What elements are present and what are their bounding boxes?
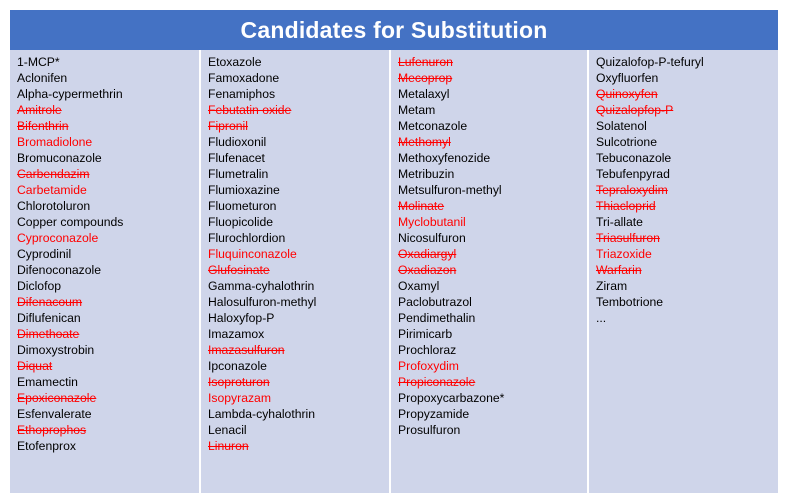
substance-item: Propyzamide (398, 407, 470, 421)
substance-item: Pirimicarb (398, 327, 453, 341)
substance-item: Nicosulfuron (398, 231, 466, 245)
substance-item: Metsulfuron-methyl (398, 183, 502, 197)
substance-item: Imazasulfuron (208, 343, 285, 357)
substitution-table (10, 10, 778, 493)
column-1 (10, 50, 199, 493)
substance-item: Haloxyfop-P (208, 311, 275, 325)
substance-item: Lufenuron (398, 55, 453, 69)
substance-item: Cyproconazole (17, 231, 99, 245)
substance-item: Ziram (596, 279, 628, 293)
substance-item: Molinate (398, 199, 445, 213)
table-body (10, 50, 778, 493)
substance-item: Flumioxazine (208, 183, 280, 197)
page-title: Candidates for Substitution (240, 16, 548, 43)
column-4 (587, 50, 778, 493)
column-3 (389, 50, 587, 493)
substance-item: Difenoconazole (17, 263, 102, 277)
substance-item: Bromadiolone (17, 135, 93, 149)
substance-item: Oxamyl (398, 279, 440, 293)
substance-item: Paclobutrazol (398, 295, 472, 309)
substance-item: Fluopicolide (208, 215, 274, 229)
substance-item: Mecoprop (398, 71, 453, 85)
substance-item: Dimoxystrobin (17, 343, 95, 357)
substance-item: Solatenol (596, 119, 647, 133)
substance-item: Metam (398, 103, 436, 117)
substance-item: Metconazole (398, 119, 468, 133)
substance-item: Flufenacet (208, 151, 265, 165)
substance-item: Pendimethalin (398, 311, 476, 325)
substance-item: Difenacoum (17, 295, 83, 309)
substance-item: Fipronil (208, 119, 248, 133)
substance-item: Quizalopfop-P (596, 103, 674, 117)
substance-item: Dimethoate (17, 327, 80, 341)
substance-item: Myclobutanil (398, 215, 466, 229)
substance-item: Gamma-cyhalothrin (208, 279, 315, 293)
substance-item: Methoxyfenozide (398, 151, 491, 165)
substance-item: Metribuzin (398, 167, 455, 181)
substance-item: Flumetralin (208, 167, 269, 181)
column-2 (199, 50, 389, 493)
substance-item: Amitrole (17, 103, 62, 117)
substance-item: Flurochlordion (208, 231, 286, 245)
substance-item: Triazoxide (596, 247, 652, 261)
substance-item: Esfenvalerate (17, 407, 92, 421)
substance-item: ... (596, 311, 607, 325)
substance-item: Epoxiconazole (17, 391, 97, 405)
substance-item: 1-MCP* (17, 55, 60, 69)
substance-item: Quinoxyfen (596, 87, 658, 101)
substance-item: Lenacil (208, 423, 247, 437)
substance-item: Tri-allate (596, 215, 643, 229)
substance-item: Ethoprophos (17, 423, 87, 437)
substance-item: Oxyfluorfen (596, 71, 659, 85)
substance-item: Alpha-cypermethrin (17, 87, 123, 101)
substance-item: Metalaxyl (398, 87, 450, 101)
substance-item: Tebuconazole (596, 151, 672, 165)
substance-item: Diclofop (17, 279, 62, 293)
substance-item: Isoproturon (208, 375, 270, 389)
substance-item: Oxadiargyl (398, 247, 457, 261)
substance-item: Fluquinconazole (208, 247, 297, 261)
substance-item: Carbendazim (17, 167, 90, 181)
substance-item: Prosulfuron (398, 423, 461, 437)
substance-item: Propoxycarbazone* (398, 391, 505, 405)
substance-item: Prochloraz (398, 343, 457, 357)
substance-item: Tembotrione (596, 295, 664, 309)
substance-item: Triasulfuron (596, 231, 660, 245)
substance-item: Quizalofop-P-tefuryl (596, 55, 704, 69)
substance-item: Etoxazole (208, 55, 262, 69)
substance-item: Febutatin oxide (208, 103, 292, 117)
substance-item: Methomyl (398, 135, 451, 149)
substance-item: Lambda-cyhalothrin (208, 407, 316, 421)
substance-item: Diflufenican (17, 311, 81, 325)
substance-item: Sulcotrione (596, 135, 657, 149)
substance-item: Thiacloprid (596, 199, 656, 213)
substance-item: Diquat (17, 359, 53, 373)
substance-item: Bromuconazole (17, 151, 102, 165)
substance-item: Isopyrazam (208, 391, 271, 405)
substance-item: Chlorotoluron (17, 199, 91, 213)
substance-item: Emamectin (17, 375, 78, 389)
substance-item: Etofenprox (17, 439, 76, 453)
substance-item: Oxadiazon (398, 263, 457, 277)
substance-item: Cyprodinil (17, 247, 72, 261)
substance-item: Famoxadone (208, 71, 280, 85)
substance-item: Fludioxonil (208, 135, 267, 149)
substance-item: Aclonifen (17, 71, 68, 85)
substance-item: Fenamiphos (208, 87, 276, 101)
substance-item: Warfarin (596, 263, 642, 277)
substance-item: Tebufenpyrad (596, 167, 670, 181)
substance-item: Propiconazole (398, 375, 476, 389)
substance-item: Copper compounds (17, 215, 124, 229)
substance-item: Profoxydim (398, 359, 459, 373)
substance-item: Fluometuron (208, 199, 277, 213)
substance-item: Halosulfuron-methyl (208, 295, 317, 309)
substance-item: Imazamox (208, 327, 265, 341)
substance-item: Glufosinate (208, 263, 270, 277)
substance-item: Bifenthrin (17, 119, 69, 133)
table-header (10, 10, 778, 50)
substance-item: Carbetamide (17, 183, 87, 197)
substance-item: Linuron (208, 439, 249, 453)
substance-item: Tepraloxydim (596, 183, 668, 197)
substance-item: Ipconazole (208, 359, 267, 373)
